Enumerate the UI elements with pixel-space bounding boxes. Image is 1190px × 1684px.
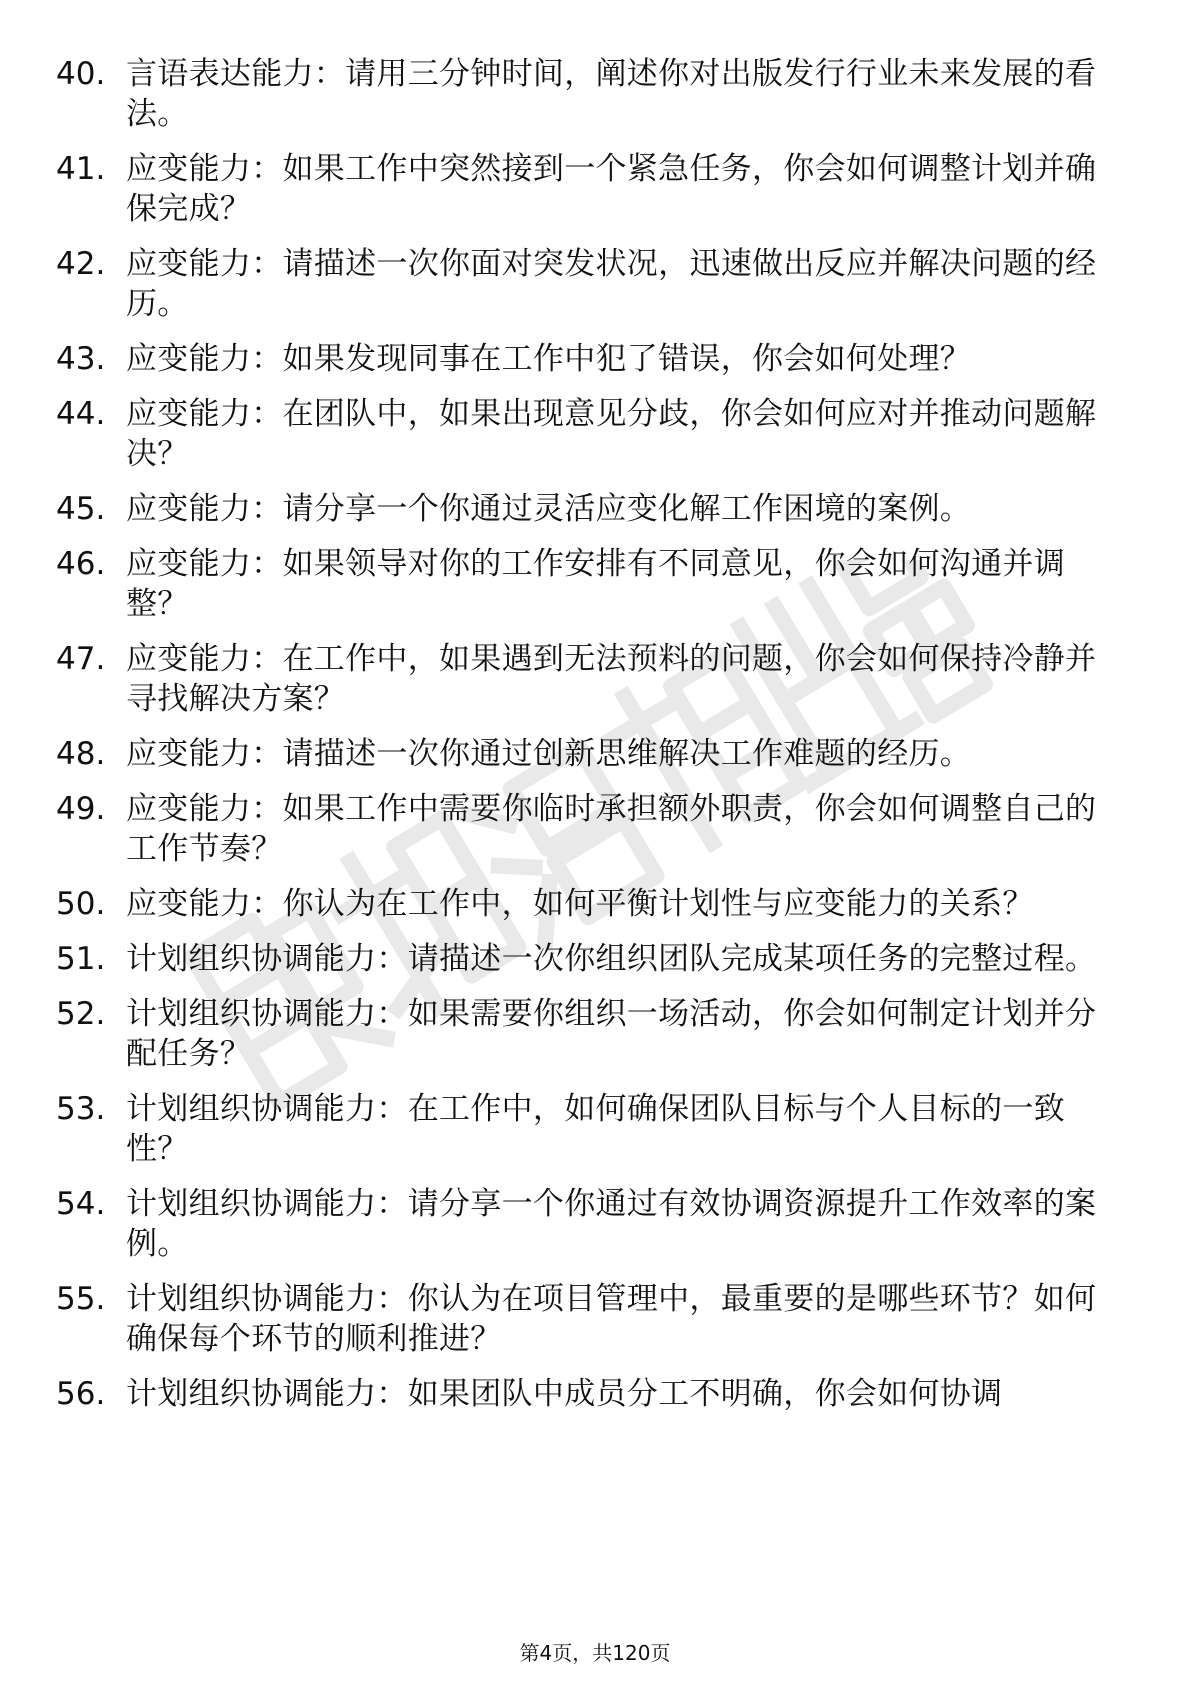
list-item: [56, 994, 1116, 1074]
list-item: [56, 1279, 1116, 1359]
question-text: 言语表达能力：请用三分钟时间，阐述你对出版发行行业未来发展的看法。: [126, 56, 1097, 132]
question-text: 计划组织协调能力：如果需要你组织一场活动，你会如何制定计划并分配任务？: [126, 996, 1097, 1072]
question-text: 应变能力：如果工作中需要你临时承担额外职责，你会如何调整自己的工作节奏？: [126, 791, 1097, 867]
question-number: 42.: [56, 246, 106, 282]
question-number: 54.: [56, 1186, 106, 1222]
question-number: 48.: [56, 736, 106, 772]
question-number: 45.: [56, 491, 106, 527]
list-item: [56, 339, 1116, 379]
question-number: 40.: [56, 56, 106, 92]
question-number: 43.: [56, 341, 106, 377]
list-item: [56, 394, 1116, 474]
question-number: 41.: [56, 151, 106, 187]
question-number: 46.: [56, 546, 106, 582]
question-text: 计划组织协调能力：请分享一个你通过有效协调资源提升工作效率的案例。: [126, 1186, 1097, 1262]
question-number: 50.: [56, 886, 106, 922]
list-item: [56, 1184, 1116, 1264]
page-number-label: 第4页，共120页: [519, 1641, 671, 1665]
question-list: [56, 54, 1116, 1429]
page-footer: [0, 1640, 1190, 1666]
question-text: 应变能力：你认为在工作中，如何平衡计划性与应变能力的关系？: [126, 886, 1034, 922]
question-text: 应变能力：请描述一次你通过创新思维解决工作难题的经历。: [126, 736, 972, 772]
question-text: 应变能力：如果发现同事在工作中犯了错误，你会如何处理？: [126, 341, 972, 377]
question-text: 应变能力：请分享一个你通过灵活应变化解工作困境的案例。: [126, 491, 972, 527]
question-text: 计划组织协调能力：你认为在项目管理中，最重要的是哪些环节？如何确保每个环节的顺利推进？: [126, 1281, 1097, 1357]
list-item: [56, 489, 1116, 529]
list-item: [56, 54, 1116, 134]
list-item: [56, 1374, 1116, 1414]
list-item: [56, 789, 1116, 869]
question-number: 49.: [56, 791, 106, 827]
question-number: 47.: [56, 641, 106, 677]
question-text: 应变能力：在工作中，如果遇到无法预料的问题，你会如何保持冷静并寻找解决方案？: [126, 641, 1097, 717]
question-number: 53.: [56, 1091, 106, 1127]
question-number: 51.: [56, 941, 106, 977]
question-text: 计划组织协调能力：在工作中，如何确保团队目标与个人目标的一致性？: [126, 1091, 1065, 1167]
question-text: 应变能力：在团队中，如果出现意见分歧，你会如何应对并推动问题解决？: [126, 396, 1097, 472]
question-number: 52.: [56, 996, 106, 1032]
list-item: [56, 939, 1116, 979]
question-number: 55.: [56, 1281, 106, 1317]
question-text: 应变能力：请描述一次你面对突发状况，迅速做出反应并解决问题的经历。: [126, 246, 1097, 322]
list-item: [56, 244, 1116, 324]
list-item: [56, 639, 1116, 719]
list-item: [56, 149, 1116, 229]
list-item: [56, 884, 1116, 924]
list-item: [56, 544, 1116, 624]
question-text: 应变能力：如果领导对你的工作安排有不同意见，你会如何沟通并调整？: [126, 546, 1065, 622]
question-text: 计划组织协调能力：请描述一次你组织团队完成某项任务的完整过程。: [126, 941, 1097, 977]
list-item: [56, 1089, 1116, 1169]
question-number: 56.: [56, 1376, 106, 1412]
question-text: 计划组织协调能力：如果团队中成员分工不明确，你会如何协调: [126, 1376, 1003, 1412]
question-text: 应变能力：如果工作中突然接到一个紧急任务，你会如何调整计划并确保完成？: [126, 151, 1097, 227]
list-item: [56, 734, 1116, 774]
question-number: 44.: [56, 396, 106, 432]
